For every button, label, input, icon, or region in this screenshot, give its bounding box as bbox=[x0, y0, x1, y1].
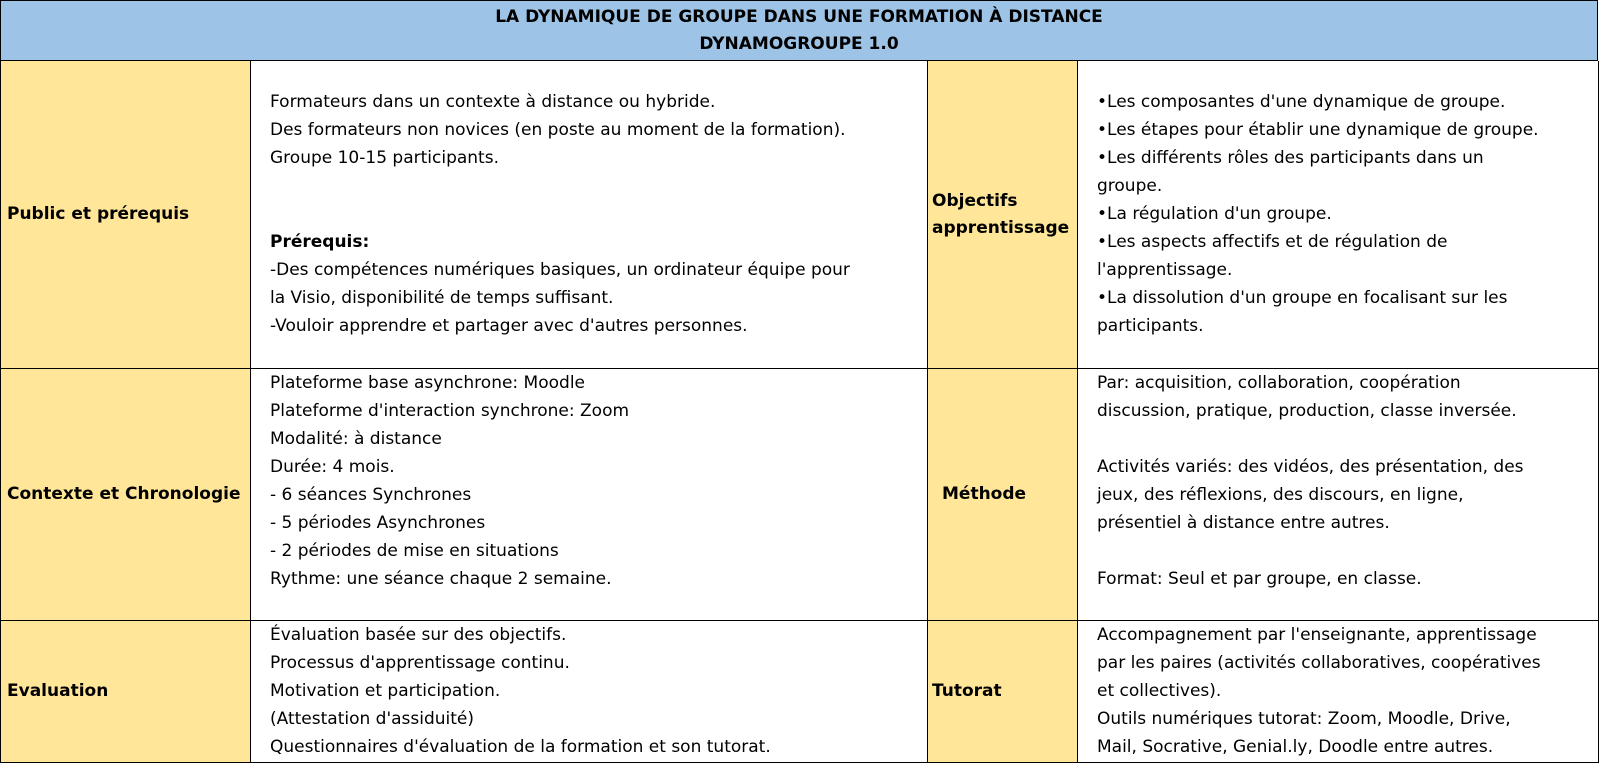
label-methode[interactable] bbox=[928, 369, 1078, 621]
tutorat-line-2: par les paires (activités collaboratives, coopératives bbox=[1097, 653, 1541, 673]
public-line-1: Formateurs dans un contexte à distance ou hybride. bbox=[270, 92, 716, 112]
methode-format-line: Format: Seul et par groupe, en classe. bbox=[1097, 569, 1422, 589]
methode-activites-line-2: jeux, des réflexions, des discours, en ligne, bbox=[1097, 485, 1464, 505]
objectif-line-6: •Les aspects affectifs et de régulation de bbox=[1097, 232, 1448, 252]
methode-par-line-2: discussion, pratique, production, classe inversée. bbox=[1097, 401, 1517, 421]
cell-contexte-chronologie[interactable] bbox=[251, 369, 928, 621]
objectif-line-9: participants. bbox=[1097, 316, 1204, 336]
contexte-line-3: Modalité: à distance bbox=[270, 429, 442, 449]
label-tutorat[interactable] bbox=[928, 621, 1078, 763]
tutorat-line-1: Accompagnement par l'enseignante, apprentissage bbox=[1097, 625, 1537, 645]
label-contexte-chronologie[interactable] bbox=[0, 369, 251, 621]
objectif-line-3: •Les différents rôles des participants dans un bbox=[1097, 148, 1484, 168]
objectif-line-8: •La dissolution d'un groupe en focalisant sur les bbox=[1097, 288, 1508, 308]
label-methode-text: Méthode bbox=[942, 484, 1027, 504]
contexte-line-2: Plateforme d'interaction synchrone: Zoom bbox=[270, 401, 630, 421]
label-tutorat-text: Tutorat bbox=[932, 681, 1002, 701]
cell-tutorat[interactable] bbox=[1078, 621, 1599, 763]
contexte-line-5: - 6 séances Synchrones bbox=[270, 485, 472, 505]
evaluation-line-5: Questionnaires d'évaluation de la formation et son tutorat. bbox=[270, 737, 771, 757]
prerequis-line-2: la Visio, disponibilité de temps suffisant. bbox=[270, 288, 614, 308]
contexte-line-4: Durée: 4 mois. bbox=[270, 457, 395, 477]
cell-methode[interactable] bbox=[1078, 369, 1599, 621]
public-line-2: Des formateurs non novices (en poste au moment de la formation). bbox=[270, 120, 846, 140]
contexte-line-7: - 2 périodes de mise en situations bbox=[270, 541, 559, 561]
cell-objectifs[interactable] bbox=[1078, 61, 1599, 369]
sheet-title: LA DYNAMIQUE DE GROUPE DANS UNE FORMATION À DISTANCE bbox=[495, 6, 1103, 27]
evaluation-line-2: Processus d'apprentissage continu. bbox=[270, 653, 570, 673]
objectif-line-1: •Les composantes d'une dynamique de groupe. bbox=[1097, 92, 1506, 112]
label-evaluation-text: Evaluation bbox=[7, 681, 109, 701]
tutorat-line-3: et collectives). bbox=[1097, 681, 1222, 701]
methode-par-line-1: Par: acquisition, collaboration, coopération bbox=[1097, 373, 1461, 393]
contexte-line-1: Plateforme base asynchrone: Moodle bbox=[270, 373, 585, 393]
prerequis-line-1: -Des compétences numériques basiques, un ordinateur équipe pour bbox=[270, 260, 850, 280]
label-objectifs-line-2: apprentissage bbox=[932, 217, 1070, 238]
label-evaluation[interactable] bbox=[0, 621, 251, 763]
contexte-line-6: - 5 périodes Asynchrones bbox=[270, 513, 486, 533]
cell-evaluation[interactable] bbox=[251, 621, 928, 763]
label-objectifs[interactable] bbox=[928, 61, 1078, 369]
methode-activites-line-3: présentiel à distance entre autres. bbox=[1097, 513, 1390, 533]
evaluation-line-4: (Attestation d'assiduité) bbox=[270, 709, 475, 729]
prerequis-line-3: -Vouloir apprendre et partager avec d'autres personnes. bbox=[270, 316, 748, 336]
methode-activites-line-1: Activités variés: des vidéos, des présentation, des bbox=[1097, 457, 1524, 477]
tutorat-line-4: Outils numériques tutorat: Zoom, Moodle, Drive, bbox=[1097, 709, 1511, 729]
cell-public-prerequis[interactable] bbox=[251, 61, 928, 369]
evaluation-line-1: Évaluation basée sur des objectifs. bbox=[270, 625, 567, 645]
prerequis-heading: Prérequis: bbox=[270, 232, 370, 252]
contexte-line-8: Rythme: une séance chaque 2 semaine. bbox=[270, 569, 612, 589]
label-objectifs-line-1: Objectifs bbox=[932, 190, 1018, 211]
evaluation-line-3: Motivation et participation. bbox=[270, 681, 501, 701]
sheet-title-bar bbox=[0, 0, 1598, 61]
sheet-subtitle: DYNAMOGROUPE 1.0 bbox=[699, 33, 899, 54]
objectif-line-7: l'apprentissage. bbox=[1097, 260, 1233, 280]
public-line-3: Groupe 10-15 participants. bbox=[270, 148, 499, 168]
tutorat-line-5: Mail, Socrative, Genial.ly, Doodle entre autres. bbox=[1097, 737, 1494, 757]
label-contexte-text: Contexte et Chronologie bbox=[7, 484, 241, 504]
label-public-prerequis[interactable] bbox=[0, 61, 251, 369]
objectif-line-4: groupe. bbox=[1097, 176, 1163, 196]
objectif-line-5: •La régulation d'un groupe. bbox=[1097, 204, 1332, 224]
objectif-line-2: •Les étapes pour établir une dynamique de groupe. bbox=[1097, 120, 1539, 140]
label-public-prerequis-text: Public et prérequis bbox=[7, 204, 190, 224]
